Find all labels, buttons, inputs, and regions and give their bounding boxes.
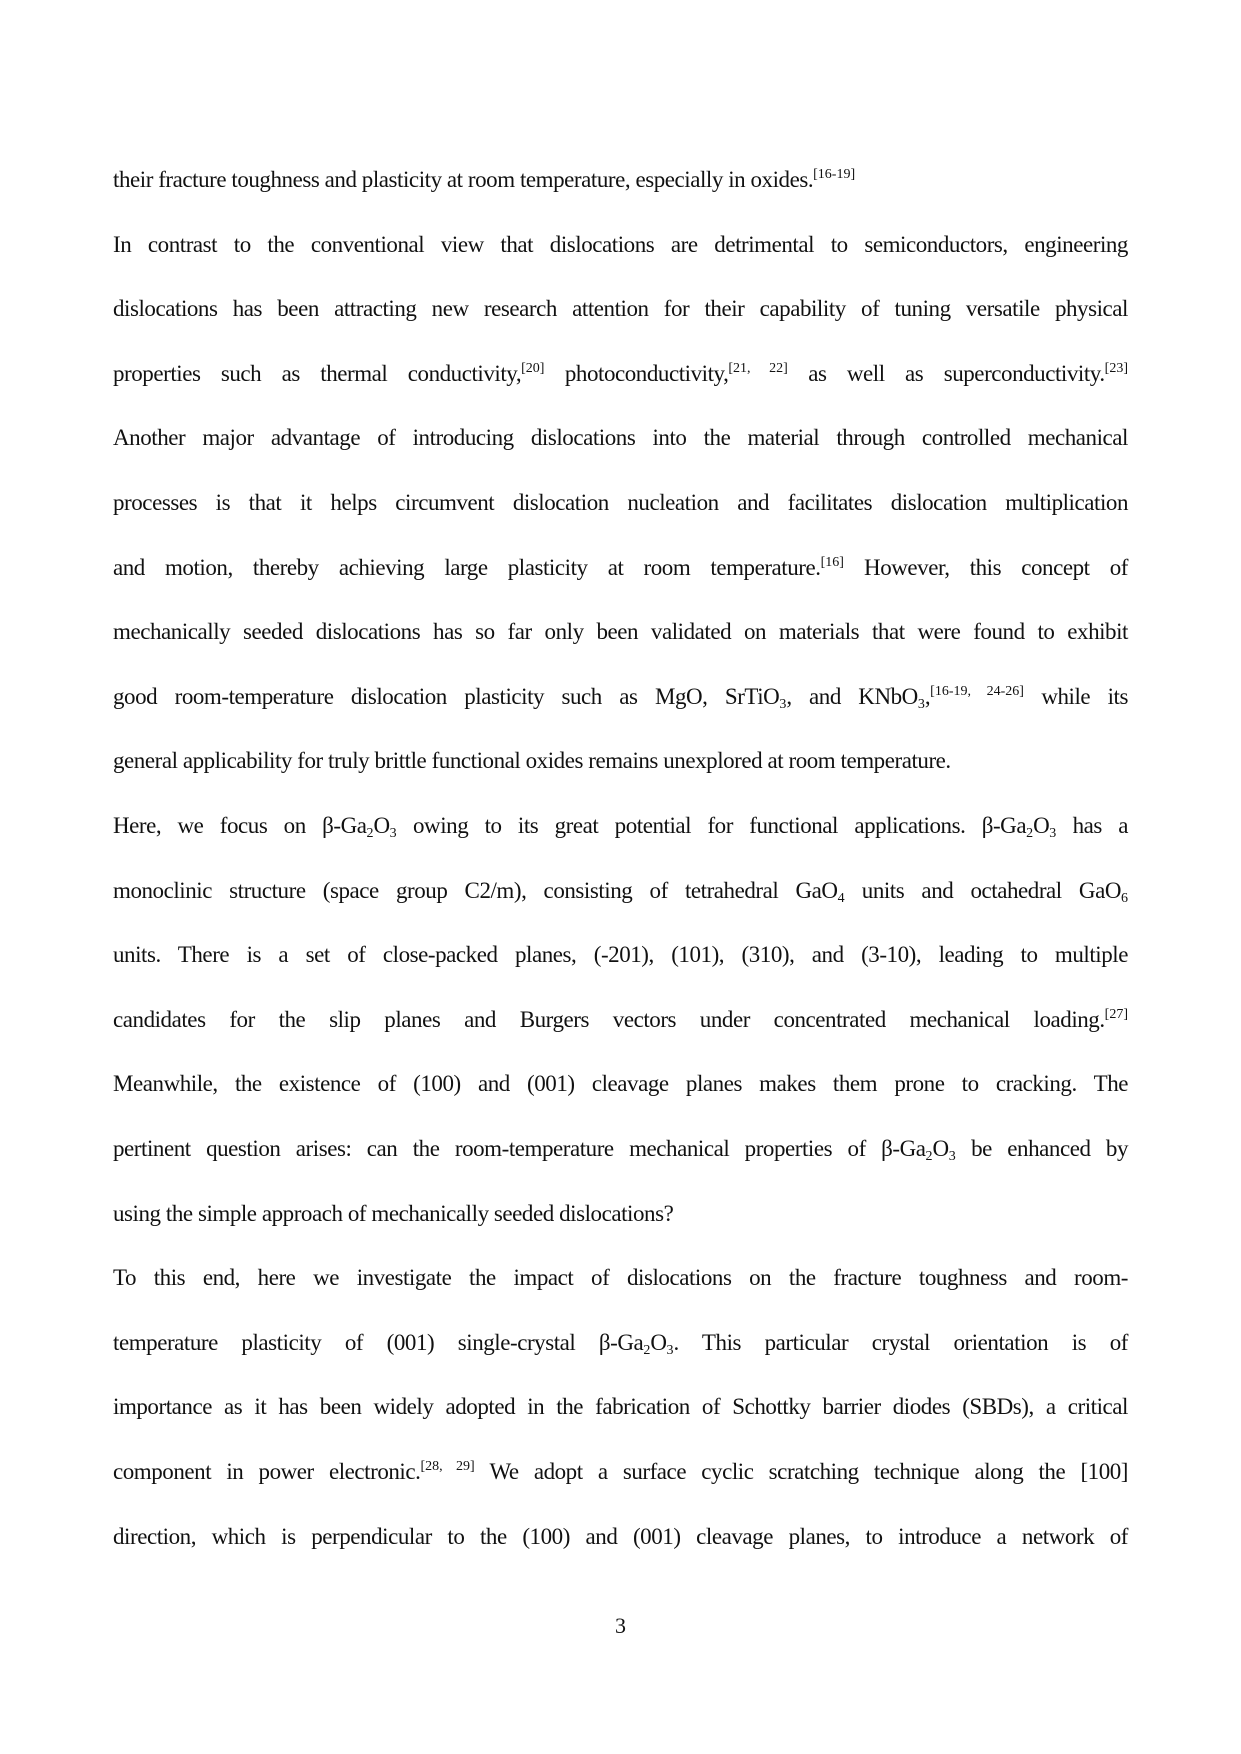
text-run: photoconductivity, [544, 360, 729, 386]
chemical-subscript: 2 [366, 826, 374, 841]
text-run: Meanwhile, the existence of (100) and (001) cleavage planes makes them prone to cracking. The [113, 1071, 1128, 1097]
text-line [113, 418, 1128, 458]
text-run: In contrast to the conventional view that dislocations are detrimental to semiconductors, engineering [113, 231, 1128, 257]
citation-superscript: [23] [1104, 360, 1128, 376]
text-run: properties such as thermal conductivity, [113, 360, 522, 386]
text-run: monoclinic structure (space group C2/m), consisting of tetrahedral GaO [113, 877, 838, 903]
text-line [113, 548, 1128, 588]
text-line [113, 1129, 1128, 1169]
text-run: component in power electronic. [113, 1459, 421, 1484]
text-line [113, 354, 1128, 394]
text-run: O [373, 813, 390, 838]
chemical-subscript: 2 [925, 1149, 933, 1164]
text-run: , and KNbO [786, 683, 918, 709]
citation-superscript: [16-19, 24-26] [930, 683, 1024, 699]
text-run: O [1033, 813, 1050, 838]
citation-superscript: [21, 22] [728, 360, 788, 376]
chemical-subscript: 3 [389, 826, 397, 841]
text-run: using the simple approach of mechanically seeded dislocations? [113, 1200, 674, 1226]
text-run: processes is that it helps circumvent dislocation nucleation and facilitates dislocation multiplication [113, 490, 1128, 515]
text-run: candidates for the slip planes and Burgers vectors under concentrated mechanical loading. [113, 1006, 1105, 1032]
text-run: dislocations has been attracting new research attention for their capability of tuning versatile physical [113, 296, 1128, 322]
text-run: pertinent question arises: can the room-temperature mechanical properties of β-Ga [113, 1136, 926, 1161]
text-run: units. There is a set of close-packed planes, (-201), (101), (310), and (3-10), leading to multiple [113, 942, 1128, 968]
text-line [113, 483, 1128, 523]
text-run: be enhanced by [955, 1136, 1129, 1161]
text-line [113, 677, 1128, 717]
citation-superscript: [20] [521, 360, 545, 376]
text-run: Here, we focus on β-Ga [113, 813, 367, 838]
chemical-subscript: 2 [1026, 826, 1034, 841]
text-line [113, 935, 1128, 975]
text-line [113, 1387, 1128, 1427]
chemical-subscript: 2 [643, 1342, 651, 1358]
text-run: general applicability for truly brittle functional oxides remains unexplored at room temperature. [113, 748, 951, 774]
text-run: direction, which is perpendicular to the (100) and (001) cleavage planes, to introduce a network of [113, 1523, 1128, 1549]
text-line [113, 1194, 1128, 1234]
text-run: while its [1023, 683, 1128, 709]
text-line [113, 1258, 1128, 1298]
text-line [113, 160, 1128, 200]
page-number: 3 [615, 1613, 626, 1638]
citation-superscript: [16-19] [813, 167, 856, 182]
chemical-subscript: 3 [666, 1342, 674, 1358]
text-run: temperature plasticity of (001) single-crystal β-Ga [113, 1329, 644, 1355]
text-run: good room-temperature dislocation plasticity such as MgO, SrTiO [113, 683, 780, 709]
text-run: and motion, thereby achieving large plasticity at room temperature. [113, 554, 821, 580]
text-run: O [932, 1136, 949, 1161]
text-line [113, 1452, 1128, 1492]
text-run: , [924, 683, 931, 709]
text-line [113, 1517, 1128, 1557]
chemical-subscript: 3 [917, 696, 925, 712]
text-run: Another major advantage of introducing dislocations into the material through controlled mechanical [113, 425, 1128, 451]
chemical-subscript: 6 [1121, 890, 1128, 906]
text-run: as well as superconductivity. [787, 360, 1105, 386]
text-run: We adopt a surface cyclic scratching technique along the [100] [474, 1459, 1129, 1484]
text-run: To this end, here we investigate the impact of dislocations on the fracture toughness and room- [113, 1265, 1128, 1291]
text-run: units and octahedral GaO [844, 877, 1121, 903]
text-line [113, 612, 1128, 652]
text-run: importance as it has been widely adopted in the fabrication of Schottky barrier diodes (SBDs), a critical [113, 1394, 1128, 1420]
chemical-subscript: 3 [948, 1149, 956, 1164]
text-line [113, 1064, 1128, 1104]
citation-superscript: [16] [820, 554, 844, 570]
text-run: O [650, 1329, 667, 1355]
text-line [113, 1323, 1128, 1363]
text-run: mechanically seeded dislocations has so far only been validated on materials that were found to exhibit [113, 619, 1128, 645]
text-line [113, 225, 1128, 265]
chemical-subscript: 3 [779, 696, 787, 712]
text-run: owing to its great potential for functional applications. β-Ga [396, 813, 1027, 838]
chemical-subscript: 3 [1049, 826, 1057, 841]
text-line [113, 806, 1128, 846]
text-line [113, 871, 1128, 911]
text-line [113, 741, 1128, 781]
citation-superscript: [27] [1104, 1006, 1128, 1022]
text-run: their fracture toughness and plasticity at room temperature, especially in oxides. [113, 167, 814, 192]
text-line [113, 1000, 1128, 1040]
text-line [113, 289, 1128, 329]
text-run: However, this concept of [843, 554, 1128, 580]
citation-superscript: [28, 29] [420, 1459, 475, 1474]
text-run: has a [1056, 813, 1128, 838]
chemical-subscript: 4 [837, 890, 845, 906]
text-run: . This particular crystal orientation is of [673, 1329, 1128, 1355]
